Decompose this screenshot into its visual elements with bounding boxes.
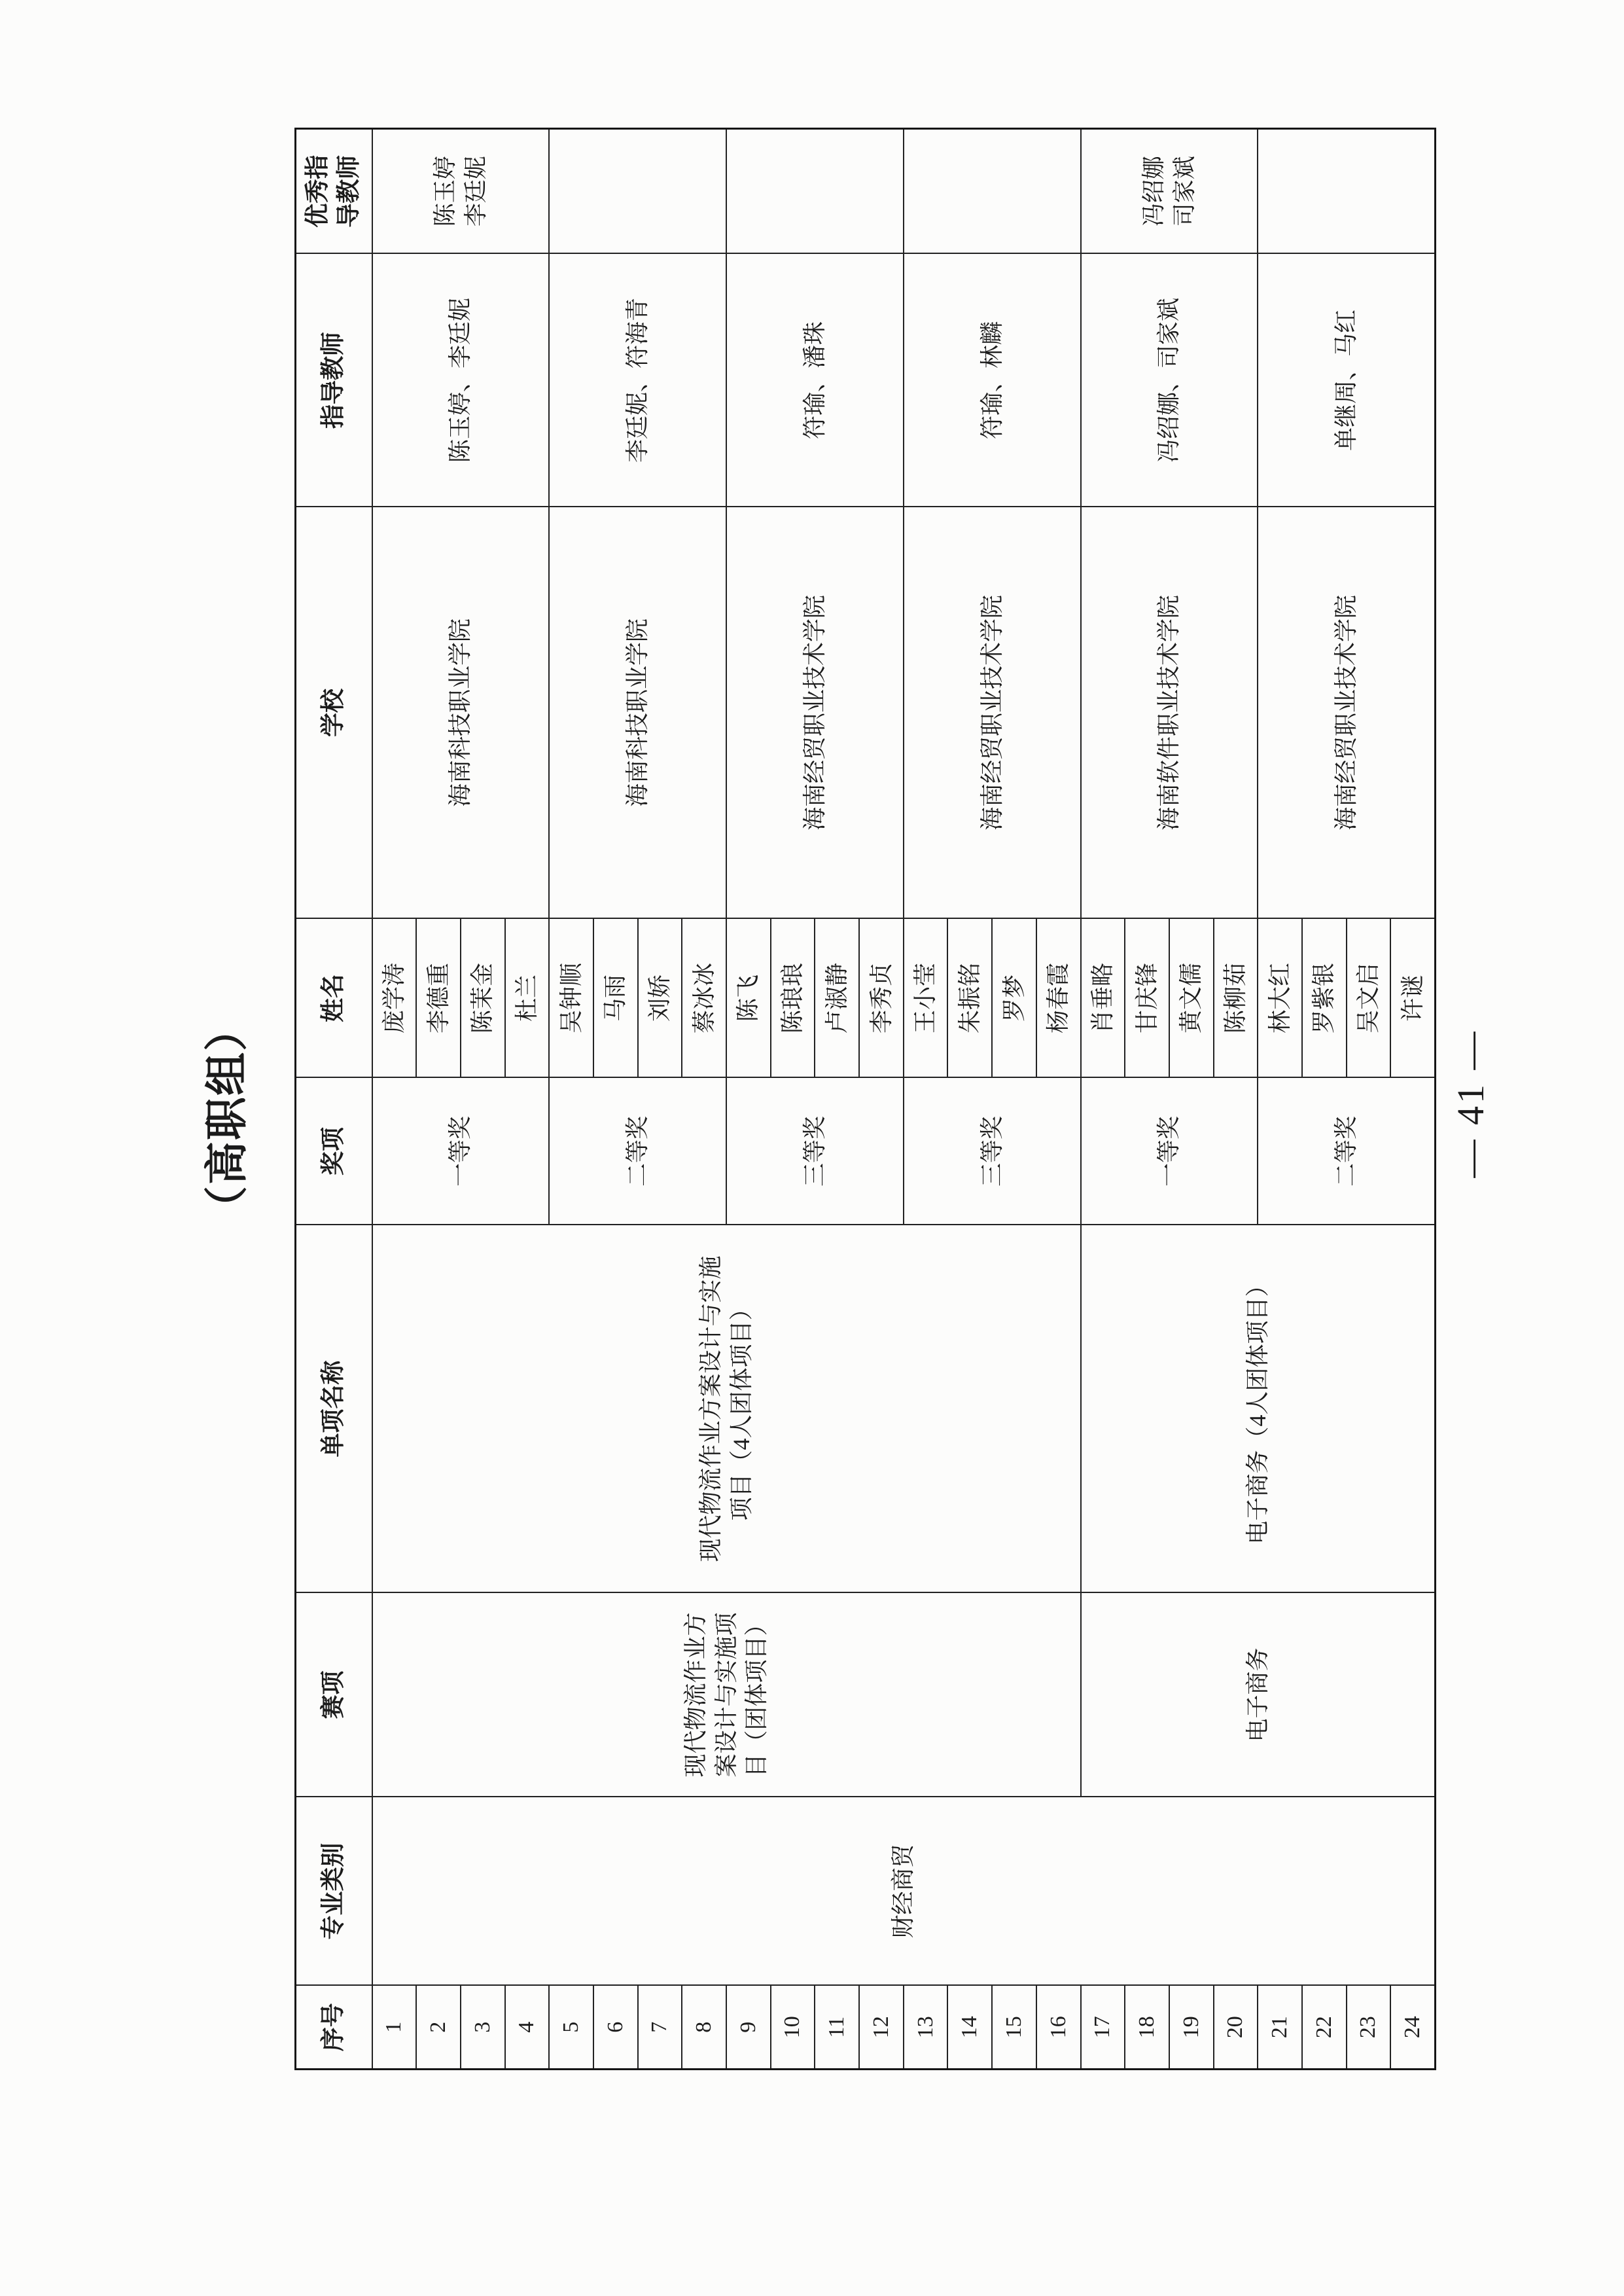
- member-name: 李德重: [416, 919, 461, 1078]
- excellent-advisor-cell: [549, 129, 726, 254]
- header-event: 赛项: [296, 1593, 372, 1797]
- row-number: 19: [1169, 1986, 1214, 2070]
- member-name: 吴钟顺: [549, 919, 593, 1078]
- advisor-cell: 李廷妮、符海青: [549, 254, 726, 507]
- school-cell: 海南科技职业学院: [549, 507, 726, 919]
- event-cell: 电子商务: [1081, 1593, 1436, 1797]
- row-number: 2: [416, 1986, 461, 2070]
- member-name: 马雨: [593, 919, 638, 1078]
- category-cell: 财经商贸: [372, 1797, 1436, 1986]
- row-number: 11: [815, 1986, 859, 2070]
- table-row: [372, 129, 417, 2070]
- school-cell: 海南软件职业技术学院: [1081, 507, 1258, 919]
- item-cell: 电子商务（4人团体项目）: [1081, 1225, 1436, 1593]
- member-name: 林大红: [1258, 919, 1302, 1078]
- row-number: 23: [1347, 1986, 1391, 2070]
- school-cell: 海南科技职业学院: [372, 507, 550, 919]
- award-cell: 一等奖: [1081, 1078, 1258, 1225]
- member-name: 李秀贞: [859, 919, 904, 1078]
- award-cell: 二等奖: [1258, 1078, 1435, 1225]
- member-name: 朱振铭: [947, 919, 992, 1078]
- member-name: 陈柳茹: [1214, 919, 1258, 1078]
- member-name: 罗梦: [992, 919, 1036, 1078]
- row-number: 22: [1302, 1986, 1347, 2070]
- header-excellent-advisor: 优秀指 导教师: [296, 129, 372, 254]
- advisor-cell: 符瑜、林麟: [904, 254, 1081, 507]
- member-name: 肖垂略: [1081, 919, 1125, 1078]
- award-cell: 二等奖: [549, 1078, 726, 1225]
- header-school: 学校: [296, 507, 372, 919]
- row-number: 15: [992, 1986, 1036, 2070]
- row-number: 12: [859, 1986, 904, 2070]
- row-number: 9: [726, 1986, 771, 2070]
- item-cell: 现代物流作业方案设计与实施 项目（4人团体项目）: [372, 1225, 1081, 1593]
- member-name: 杜兰: [505, 919, 550, 1078]
- row-number: 7: [638, 1986, 682, 2070]
- excellent-advisor-cell: [726, 129, 904, 254]
- member-name: 庞学涛: [372, 919, 417, 1078]
- excellent-advisor-cell: [904, 129, 1081, 254]
- member-name: 杨春霞: [1036, 919, 1081, 1078]
- header-category: 专业类别: [296, 1797, 372, 1986]
- member-name: 王小莹: [904, 919, 948, 1078]
- row-number: 14: [947, 1986, 992, 2070]
- member-name: 陈琅琅: [771, 919, 815, 1078]
- advisor-cell: 冯绍娜、司家斌: [1081, 254, 1258, 507]
- member-name: 罗紫银: [1302, 919, 1347, 1078]
- row-number: 6: [593, 1986, 638, 2070]
- page-title: （高职组）: [203, 1007, 251, 1229]
- school-cell: 海南经贸职业技术学院: [1258, 507, 1435, 919]
- header-no: 序号: [296, 1986, 372, 2070]
- row-number: 4: [505, 1986, 550, 2070]
- advisor-cell: 陈玉婷、李廷妮: [372, 254, 550, 507]
- award-cell: 三等奖: [726, 1078, 904, 1225]
- row-number: 8: [682, 1986, 726, 2070]
- header-name: 姓名: [296, 919, 372, 1078]
- header-item: 单项名称: [296, 1225, 372, 1593]
- row-number: 10: [771, 1986, 815, 2070]
- member-name: 陈飞: [726, 919, 771, 1078]
- excellent-advisor-cell: 陈玉婷 李廷妮: [372, 129, 550, 254]
- award-cell: 三等奖: [904, 1078, 1081, 1225]
- header-advisor: 指导教师: [296, 254, 372, 507]
- school-cell: 海南经贸职业技术学院: [726, 507, 904, 919]
- row-number: 5: [549, 1986, 593, 2070]
- event-cell: 现代物流作业方 案设计与实施项 目（团体项目）: [372, 1593, 1081, 1797]
- header-row: [296, 129, 372, 2070]
- table-row: [1081, 129, 1125, 2070]
- row-number: 21: [1258, 1986, 1302, 2070]
- member-name: 吴文启: [1347, 919, 1391, 1078]
- row-number: 17: [1081, 1986, 1125, 2070]
- row-number: 1: [372, 1986, 417, 2070]
- member-name: 卢淑静: [815, 919, 859, 1078]
- member-name: 甘庆锋: [1125, 919, 1169, 1078]
- header-award: 奖项: [296, 1078, 372, 1225]
- school-cell: 海南经贸职业技术学院: [904, 507, 1081, 919]
- row-number: 20: [1214, 1986, 1258, 2070]
- award-table: [294, 128, 1436, 2070]
- excellent-advisor-cell: [1258, 129, 1435, 254]
- row-number: 24: [1390, 1986, 1435, 2070]
- member-name: 许谜: [1390, 919, 1435, 1078]
- award-cell: 一等奖: [372, 1078, 550, 1225]
- member-name: 黄文儒: [1169, 919, 1214, 1078]
- member-name: 陈茉金: [461, 919, 505, 1078]
- advisor-cell: 单继周、马红: [1258, 254, 1435, 507]
- member-name: 刘娇: [638, 919, 682, 1078]
- advisor-cell: 符瑜、潘珠: [726, 254, 904, 507]
- page-number: — 41 —: [1449, 1029, 1492, 1178]
- member-name: 蔡冰冰: [682, 919, 726, 1078]
- row-number: 3: [461, 1986, 505, 2070]
- row-number: 16: [1036, 1986, 1081, 2070]
- excellent-advisor-cell: 冯绍娜 司家斌: [1081, 129, 1258, 254]
- row-number: 18: [1125, 1986, 1169, 2070]
- row-number: 13: [904, 1986, 948, 2070]
